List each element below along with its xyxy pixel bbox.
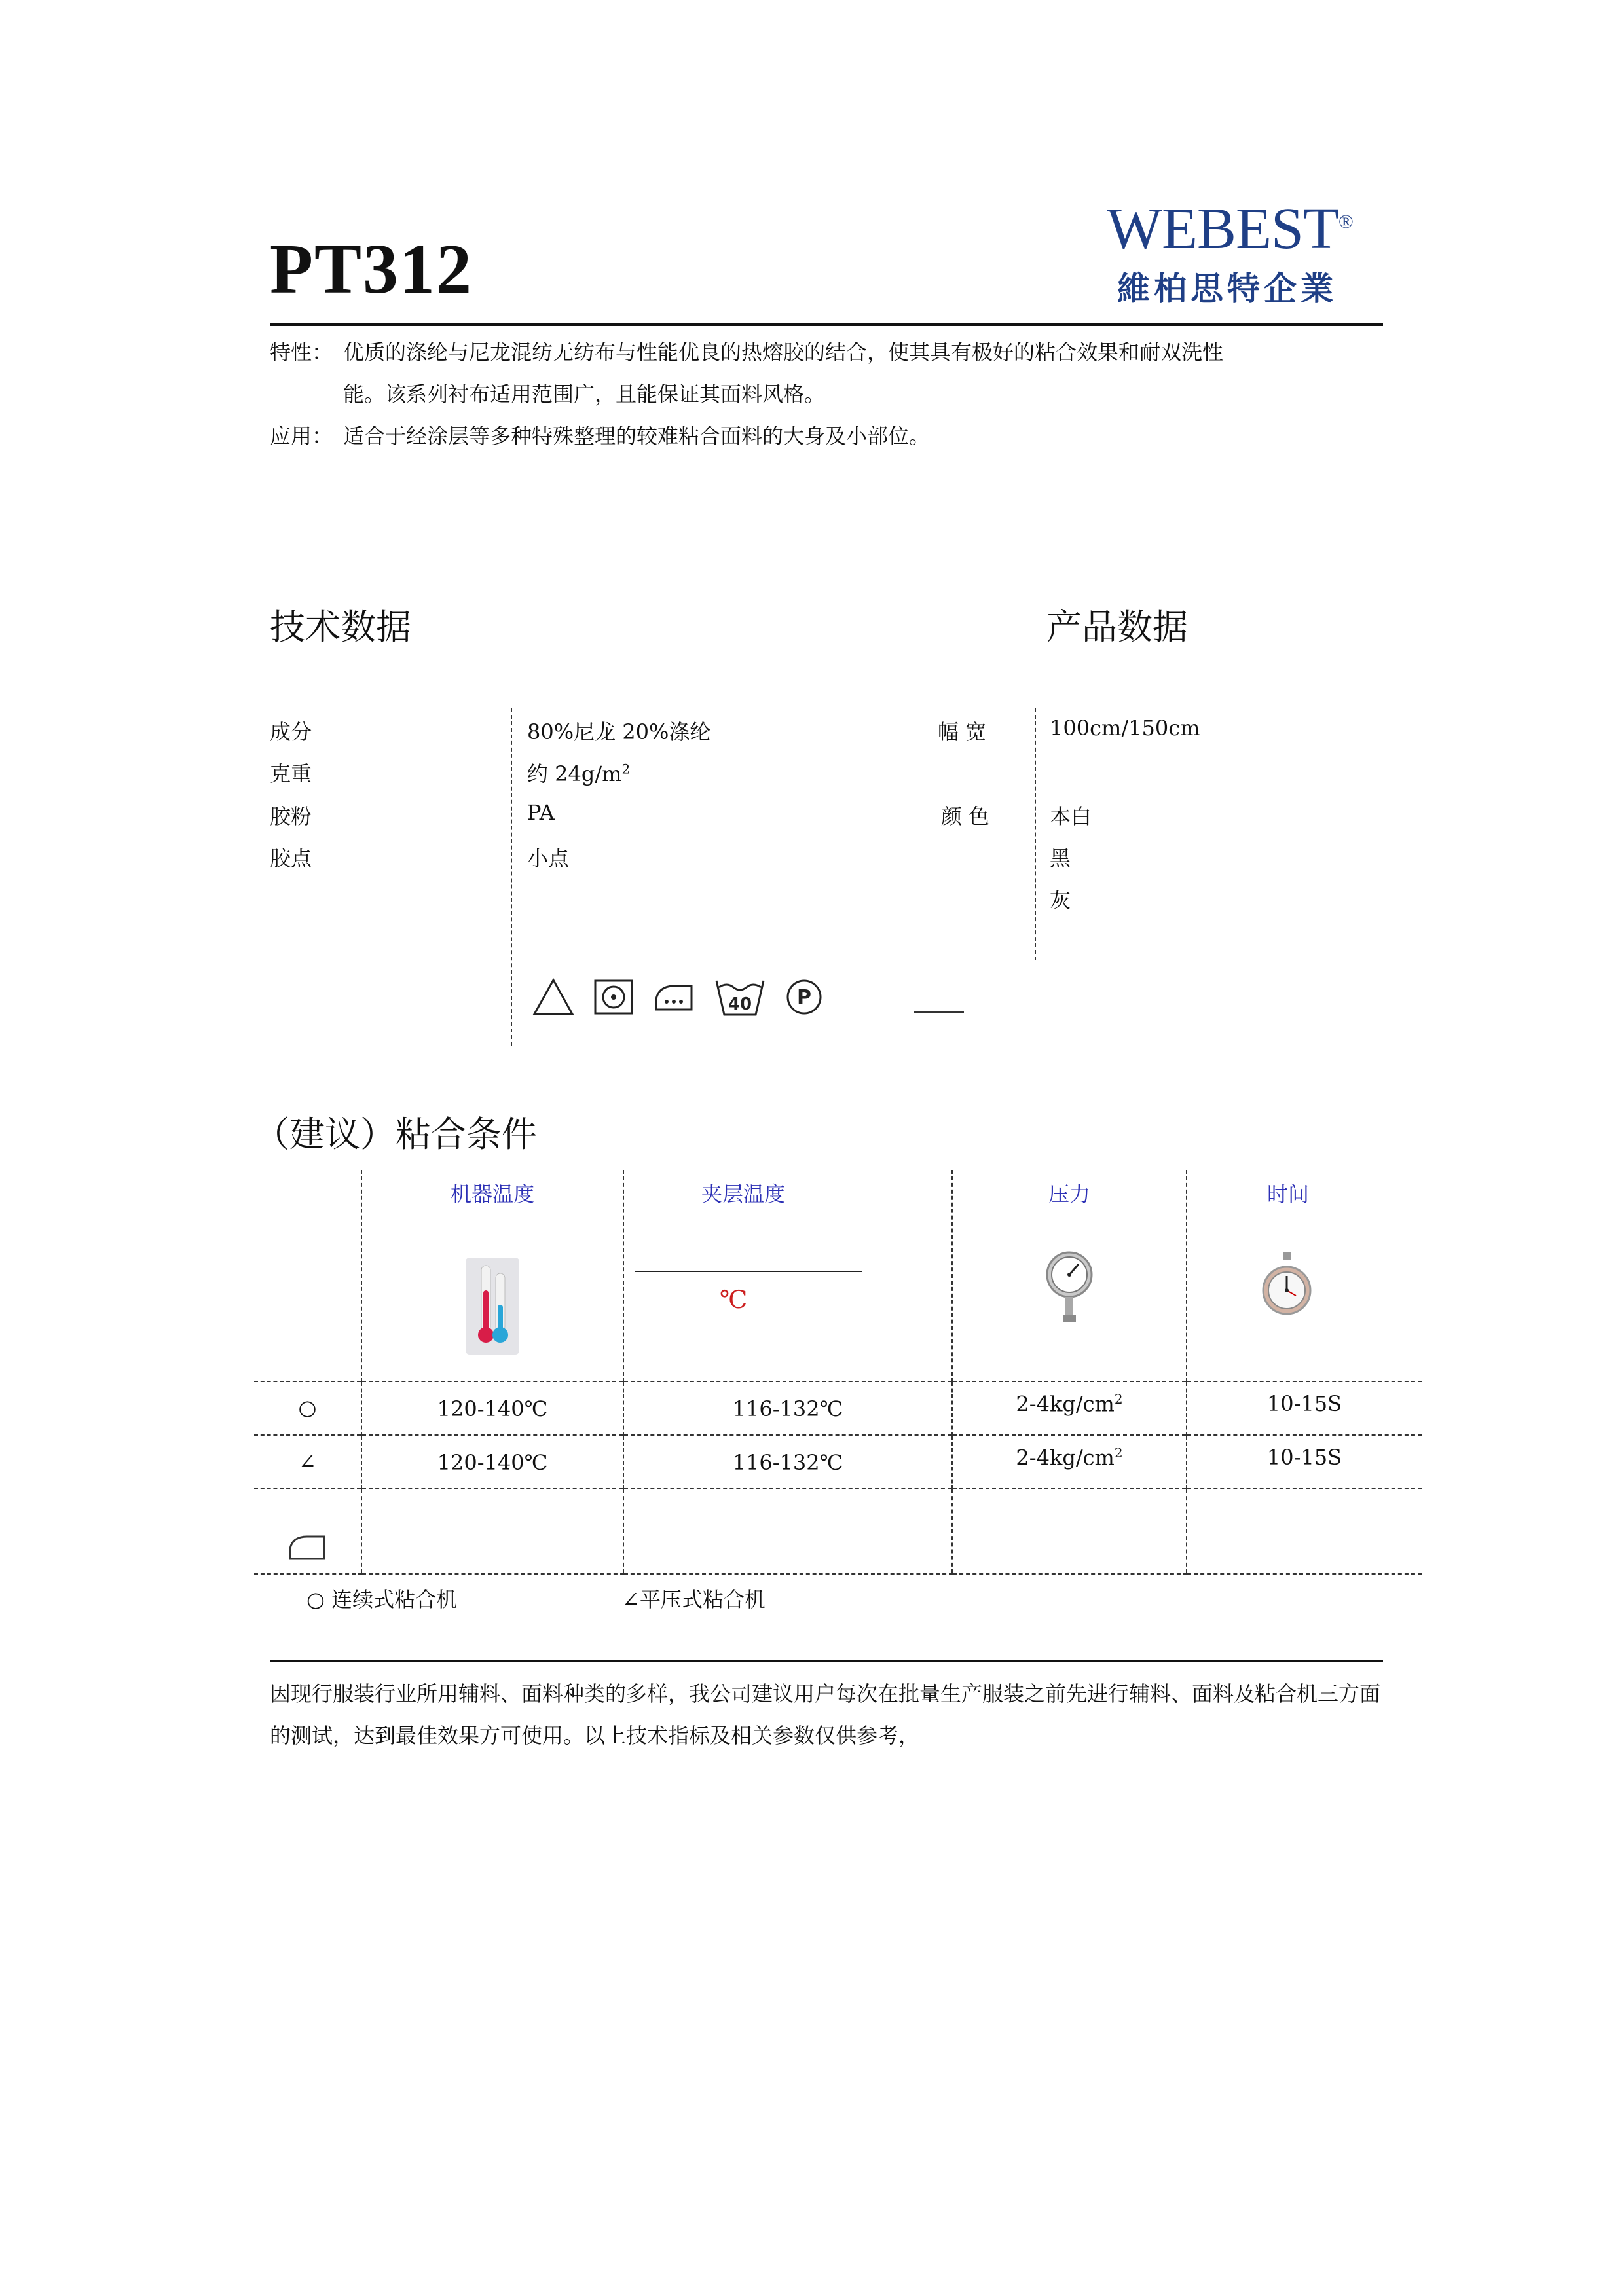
row1-pressure bbox=[952, 1381, 1187, 1435]
weight-unit-sup: 2 bbox=[621, 761, 631, 777]
row1-pressure-sup: 2 bbox=[1114, 1391, 1123, 1407]
legend-continuous: ○ 连续式粘合机 bbox=[306, 1587, 458, 1612]
product-divider bbox=[1035, 708, 1036, 960]
layer-temp-blank-line bbox=[635, 1271, 862, 1272]
product-data-heading: 产品数据 bbox=[1046, 606, 1188, 647]
header-pressure bbox=[952, 1170, 1187, 1381]
weight-value: 约 24g/m bbox=[527, 761, 622, 786]
tumble-dry-icon bbox=[593, 979, 634, 1015]
tech-value-weight bbox=[527, 757, 630, 788]
legend-flat: ∠平压式粘合机 bbox=[622, 1587, 766, 1612]
color-value-2: 黑 bbox=[1050, 846, 1071, 871]
footer-divider bbox=[270, 1660, 1383, 1662]
row2-pressure-value: 2-4kg/cm bbox=[1016, 1445, 1115, 1470]
tech-label-adhesive: 胶粉 bbox=[270, 804, 312, 829]
row2-time: 10-15S bbox=[1187, 1435, 1422, 1489]
stopwatch-icon bbox=[1261, 1252, 1313, 1326]
care-symbols bbox=[532, 977, 964, 1017]
row2-pressure bbox=[952, 1435, 1187, 1489]
hand-iron-icon bbox=[287, 1533, 328, 1561]
care-underline bbox=[914, 1011, 964, 1013]
pressure-label: 压力 bbox=[1048, 1182, 1090, 1207]
color-value-1: 本白 bbox=[1050, 804, 1092, 829]
row2-symbol: ∠ bbox=[254, 1435, 361, 1489]
header-layer-temp bbox=[623, 1170, 952, 1381]
application-text: 适合于经涂层等多种特殊整理的较难粘合面料的大身及小部位。 bbox=[343, 424, 931, 448]
feature-text-line2: 能。该系列衬布适用范围广，且能保证其面料风格。 bbox=[343, 382, 826, 407]
wash-temp-label: 40 bbox=[728, 994, 752, 1014]
color-value-3: 灰 bbox=[1050, 888, 1071, 913]
pressure-gauge-icon bbox=[1044, 1247, 1094, 1323]
width-value: 100cm/150cm bbox=[1050, 716, 1200, 740]
tech-divider bbox=[511, 708, 512, 1046]
bonding-row-continuous bbox=[254, 1381, 1422, 1435]
application-label: 应用： bbox=[270, 424, 333, 448]
bonding-header-row bbox=[254, 1170, 1422, 1381]
dry-clean-p-icon bbox=[784, 977, 824, 1017]
machine-temp-label: 机器温度 bbox=[450, 1182, 534, 1207]
bonding-table bbox=[254, 1170, 1422, 1575]
tech-label-weight: 克重 bbox=[270, 761, 312, 786]
webest-logo bbox=[1107, 196, 1382, 310]
row1-symbol: ○ bbox=[254, 1381, 361, 1435]
tech-label-dot: 胶点 bbox=[270, 846, 312, 871]
layer-temp-label: 夹层温度 bbox=[701, 1182, 785, 1207]
row1-layer-temp: 116-132℃ bbox=[623, 1381, 952, 1435]
row2-pressure-sup: 2 bbox=[1114, 1445, 1123, 1461]
disclaimer-note: 因现行服装行业所用辅料、面料种类的多样，我公司建议用户每次在批量生产服装之前先进行辅料、面料及粘合机三方面的测试，达到最佳效果方可使用。以上技术指标及相关参数仅供参考， bbox=[270, 1681, 1381, 1748]
feature-label: 特性： bbox=[270, 340, 333, 365]
bleach-triangle-icon bbox=[532, 977, 575, 1017]
iron-icon bbox=[652, 981, 695, 1013]
row3-symbol bbox=[254, 1489, 361, 1574]
header-empty-cell bbox=[254, 1170, 361, 1381]
tech-label-composition: 成分 bbox=[270, 720, 312, 744]
time-label: 时间 bbox=[1266, 1182, 1309, 1207]
row1-time: 10-15S bbox=[1187, 1381, 1422, 1435]
row3-machine-temp bbox=[361, 1489, 623, 1574]
logo-text-cn: 維柏思特企業 bbox=[1117, 270, 1337, 308]
color-label: 颜 色 bbox=[941, 804, 990, 829]
dry-clean-letter: P bbox=[797, 986, 811, 1009]
tech-value-composition: 80%尼龙 20%涤纶 bbox=[527, 720, 711, 744]
row2-machine-temp: 120-140℃ bbox=[361, 1435, 623, 1489]
wash-40-icon bbox=[714, 977, 766, 1017]
feature-text-line1: 优质的涤纶与尼龙混纺无纺布与性能优良的热熔胶的结合，使其具有极好的粘合效果和耐双洗性 bbox=[343, 340, 1224, 365]
bonding-heading: （建议）粘合条件 bbox=[254, 1114, 537, 1155]
header-divider bbox=[270, 323, 1383, 326]
row3-pressure bbox=[952, 1489, 1187, 1574]
thermometer-icon bbox=[466, 1258, 519, 1355]
row3-layer-temp bbox=[623, 1489, 952, 1574]
product-code-title: PT312 bbox=[270, 230, 473, 308]
logo-text-en: WEBEST bbox=[1107, 196, 1338, 261]
row3-time bbox=[1187, 1489, 1422, 1574]
bonding-row-flat bbox=[254, 1435, 1422, 1489]
row2-layer-temp: 116-132℃ bbox=[623, 1435, 952, 1489]
registered-mark: ® bbox=[1338, 211, 1353, 232]
width-label: 幅 宽 bbox=[938, 720, 987, 744]
tech-data-heading: 技术数据 bbox=[270, 606, 411, 647]
row1-pressure-value: 2-4kg/cm bbox=[1016, 1391, 1115, 1417]
tech-value-dot: 小点 bbox=[527, 846, 570, 871]
tech-value-adhesive: PA bbox=[527, 800, 555, 825]
bonding-row-iron bbox=[254, 1489, 1422, 1574]
header-time bbox=[1187, 1170, 1422, 1381]
layer-temp-unit: ℃ bbox=[719, 1285, 748, 1314]
row1-machine-temp: 120-140℃ bbox=[361, 1381, 623, 1435]
